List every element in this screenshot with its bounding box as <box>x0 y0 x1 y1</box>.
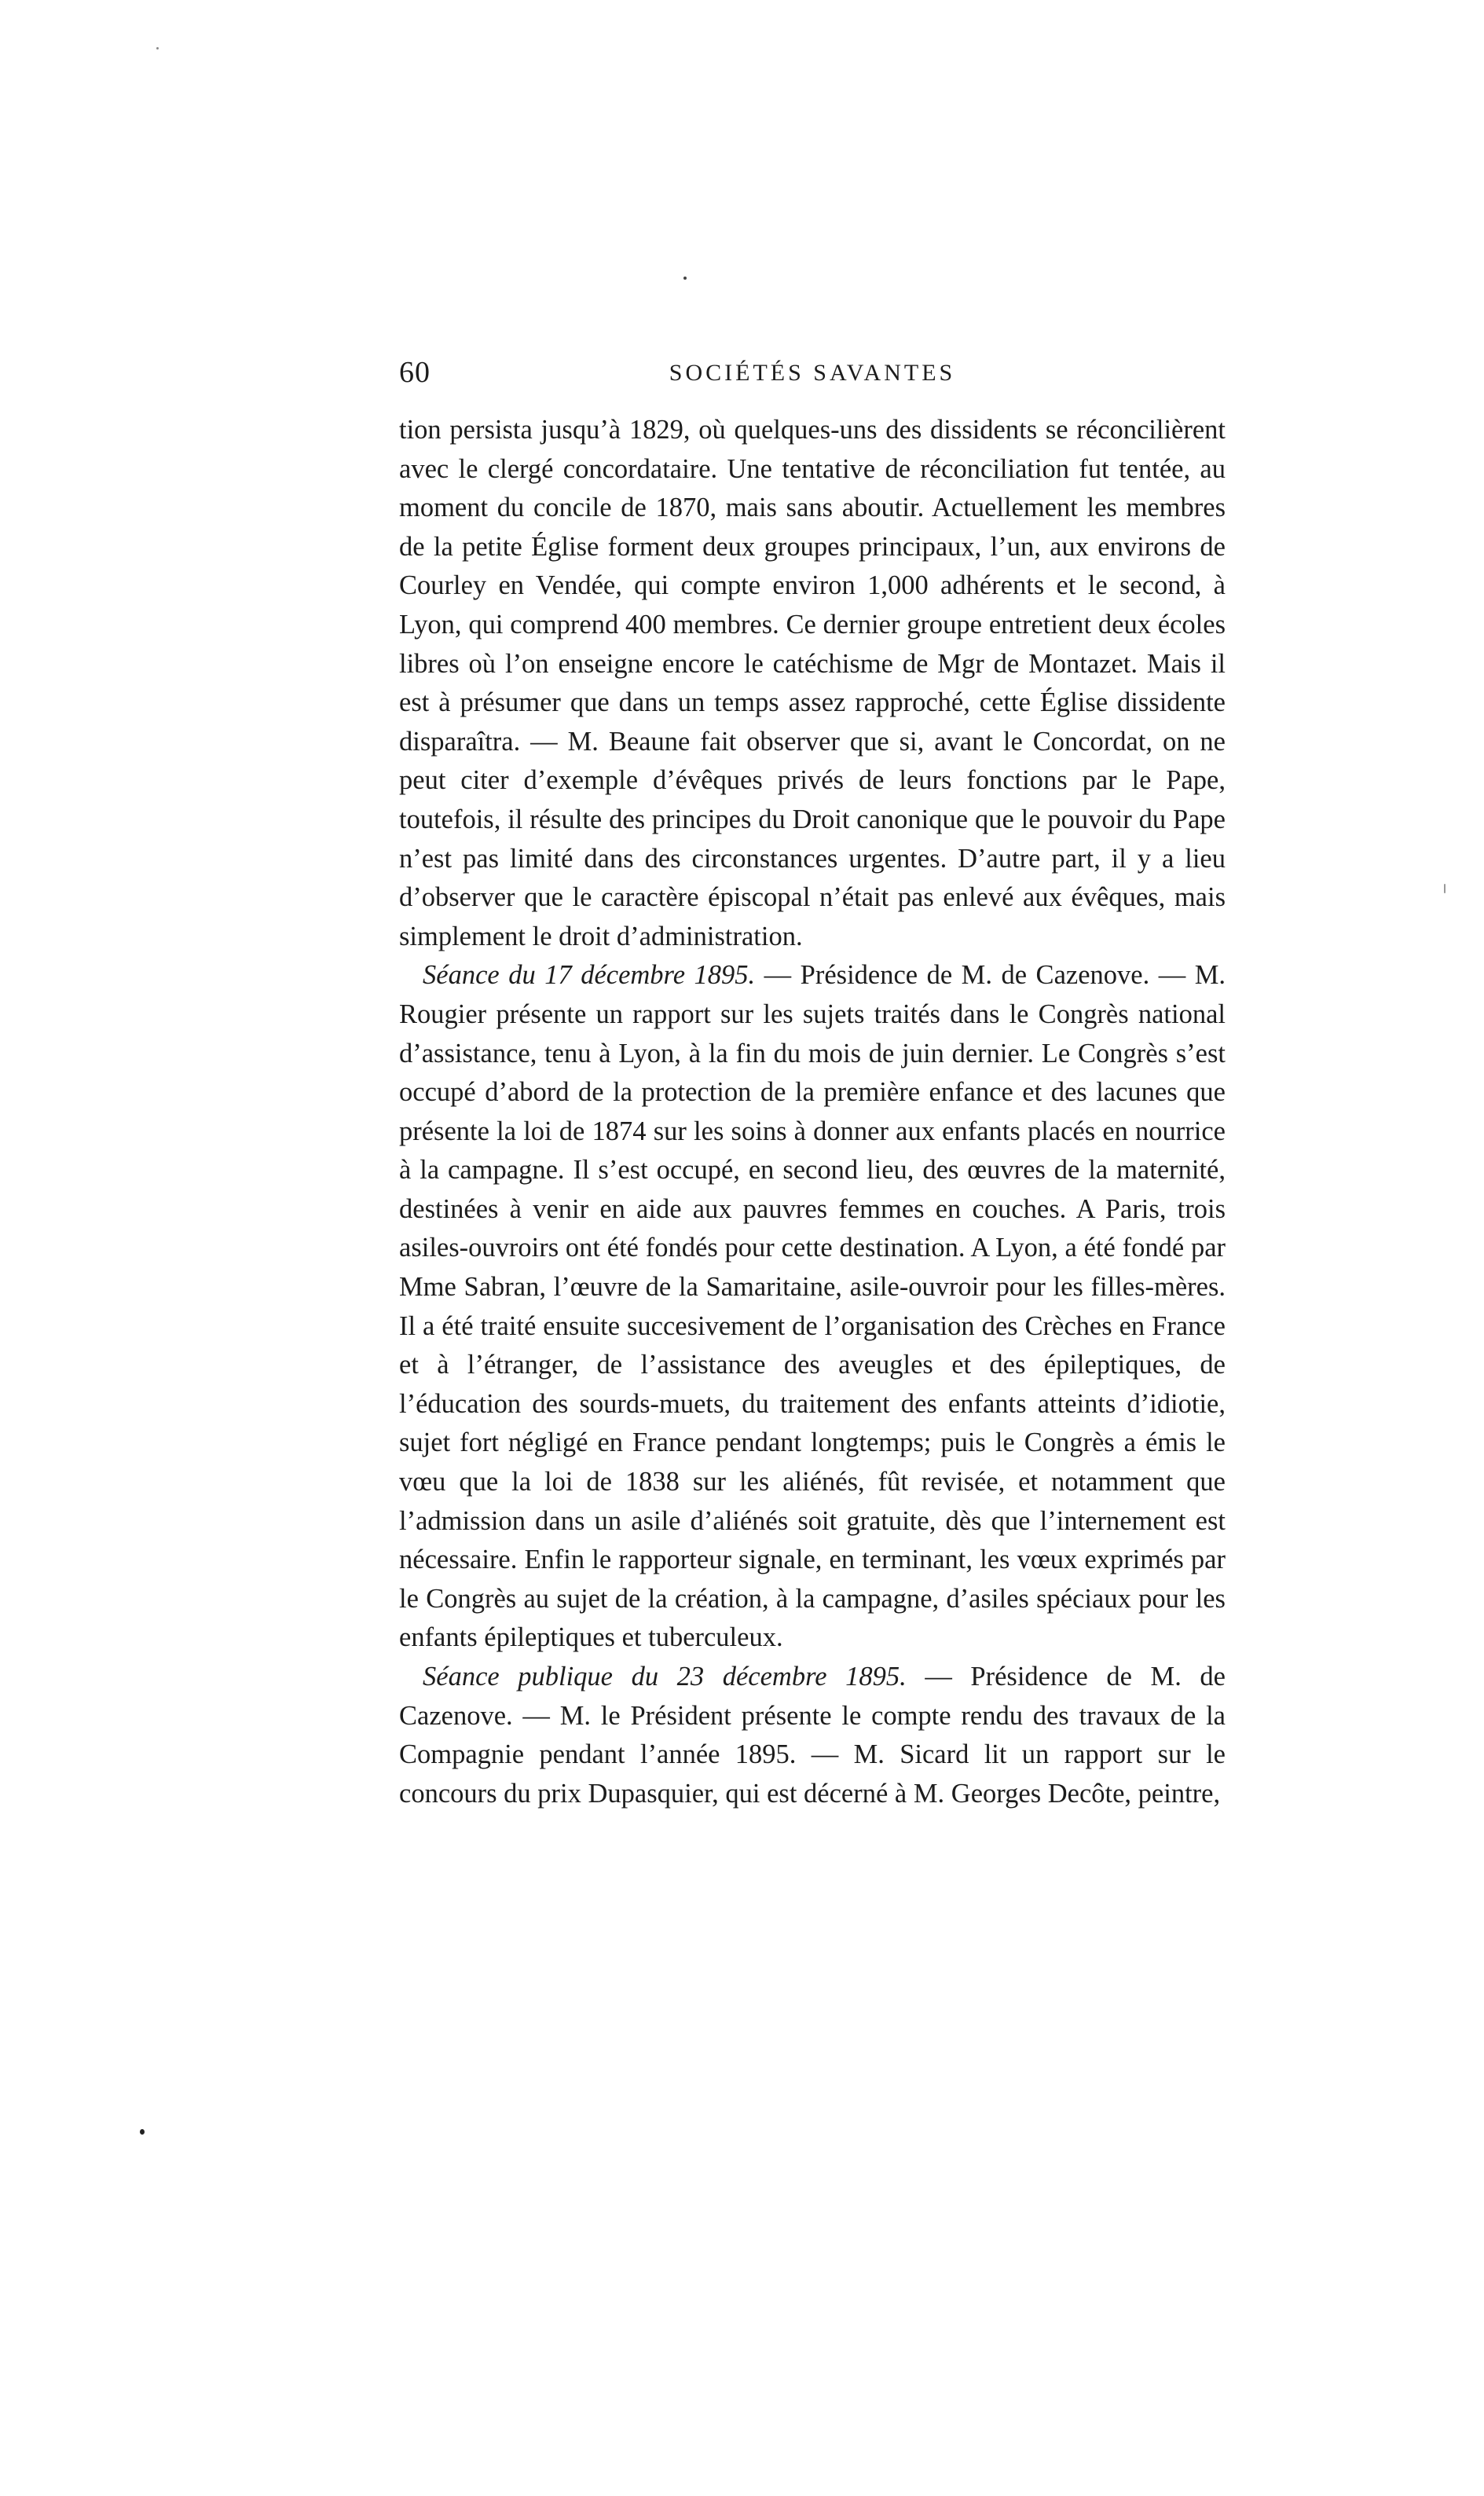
paragraph-continuation <box>399 411 1226 956</box>
scan-speck <box>683 277 687 280</box>
paragraph-seance-publique-23-decembre <box>399 1658 1226 1813</box>
paragraph-text: — Présidence de M. de Cazenove. — M. le Président présente le compte rendu des travaux de la Compagnie pendant l’année 1895. — M. Sicard lit un rapport sur le concours du prix Dupasquier, qui est décerné à M. Georges Decôte, peintre, <box>399 1662 1226 1809</box>
page-number: 60 <box>399 356 431 389</box>
paragraph-seance-17-decembre <box>399 956 1226 1658</box>
scan-speck <box>1444 884 1446 893</box>
session-heading: Séance publique du 23 décembre 1895. <box>423 1662 907 1691</box>
paragraph-text: tion persista jusqu’à 1829, où quelques-uns des dissidents se réconcilièrent avec le clergé concordataire. Une tentative de réconciliation fut tentée, au moment du concile de 1870, mais sans aboutir. Actuellement les membres de la petite Église forment deux groupes principaux, l’un, aux environs de Courley en Vendée, qui compte environ 1,000 adhérents et le second, à Lyon, qui comprend 400 membres. Ce dernier groupe entretient deux écoles libres où l’on enseigne encore le catéchisme de Mgr de Montazet. Mais il est à présumer que dans un temps assez rapproché, cette Église dissidente disparaîtra. — M. Beaune fait observer que si, avant le Concordat, on ne peut citer d’exemple d’évêques privés de leurs fonctions par le Pape, toutefois, il résulte des principes du Droit canonique que le pouvoir du Pape n’est pas limité dans des circonstances urgentes. D’autre part, il y a lieu d’observer que le caractère épiscopal n’était pas enlevé aux évêques, mais simplement le droit d’administration. <box>399 415 1226 951</box>
session-heading: Séance du 17 décembre 1895. <box>423 960 756 991</box>
page-header <box>399 355 1226 402</box>
body-text <box>399 411 1226 1813</box>
scan-speck <box>140 2129 145 2135</box>
scan-speck <box>156 47 159 49</box>
running-title: SOCIÉTÉS SAVANTES <box>669 360 956 386</box>
paragraph-text: — Présidence de M. de Cazenove. — M. Rougier présente un rapport sur les sujets traités dans le Congrès national d’assistance, tenu à Lyon, à la fin du mois de juin dernier. Le Congrès s’est occupé d’abord de la protection de la première enfance et des lacunes que présente la loi de 1874 sur les soins à donner aux enfants placés en nourrice à la campagne. Il s’est occupé, en second lieu, des œuvres de la maternité, destinées à venir en aide aux pauvres femmes en couches. A Paris, trois asiles-ouvroirs ont été fondés pour cette destination. A Lyon, a été fondé par Mme Sabran, l’œuvre de la Samaritaine, asile-ouvroir pour les filles-mères. Il a été traité ensuite succesivement de l’organisation des Crèches en France et à l’étranger, de l’assistance des aveugles et des épileptiques, de l’éducation des sourds-muets, du traitement des enfants atteints d’idiotie, sujet fort négligé en France pendant longtemps; puis le Congrès a émis le vœu que la loi de 1838 sur les aliénés, fût revisée, et notamment que l’admission dans un asile d’aliénés soit gratuite, dès que l’internement est nécessaire. Enfin le rapporteur signale, en terminant, les vœux exprimés par le Congrès au sujet de la création, à la campagne, d’asiles spéciaux pour les enfants épileptiques et tuberculeux. <box>399 960 1226 1653</box>
